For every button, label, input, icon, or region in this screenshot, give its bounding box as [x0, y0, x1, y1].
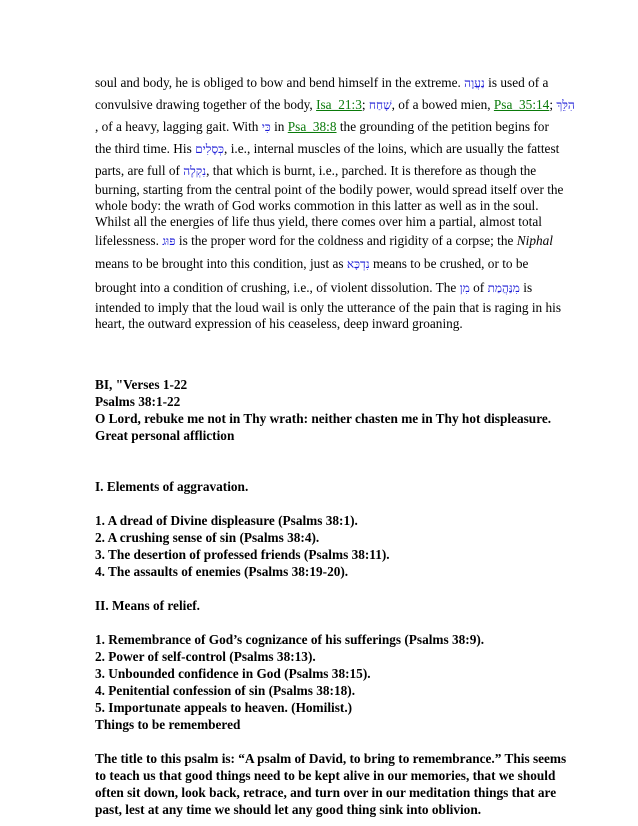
section-heading: BI, "Verses 1-22: [95, 377, 188, 392]
list-item: 3. The desertion of professed friends (Psalms 38:11).: [95, 547, 390, 562]
outline-list: [95, 631, 555, 716]
commentary-line: brought into a condition of crushing, i.e., of violent dissolution. The מִן of מִנַּהֲמַת is: [95, 280, 533, 295]
commentary-line: the third time. His כְּסָלִים, i.e., internal muscles of the loins, which are usually the fattest: [95, 141, 560, 156]
scripture-link[interactable]: Psa_35:14: [493, 97, 550, 112]
list-item: 4. The assaults of enemies (Psalms 38:19-20).: [95, 564, 349, 579]
commentary-line: convulsive drawing together of the body, Isa_21:3; שָׁחַח, of a bowed mien, Psa_35:14; הִלֵּךְ: [95, 97, 575, 112]
commentary-paragraph: [95, 72, 575, 332]
list-item: 1. Remembrance of God’s cognizance of his sufferings (Psalms 38:9).: [95, 632, 485, 647]
commentary-line: , of a heavy, lagging gait. With כִּי in Psa_38:8 the grounding of the petition begins for: [95, 119, 549, 134]
list-item: 3. Unbounded confidence in God (Psalms 38:15).: [95, 666, 371, 681]
hebrew-word: פּוּג: [162, 234, 176, 248]
hebrew-word: הִלֵּךְ: [556, 98, 575, 112]
hebrew-word: נַעֲוָה: [464, 76, 485, 90]
scripture-link[interactable]: Isa_21:3: [316, 97, 362, 112]
paragraph-line: to teach us that good things need to be kept alive in our memories, that we should: [95, 768, 556, 783]
commentary-line: lifelessness. פּוּג is the proper word for the coldness and rigidity of a corpse; the Niphal: [95, 233, 553, 248]
commentary-line: parts, are full of נִקְלֶה, that which is burnt, i.e., parched. It is therefore as though the: [95, 163, 537, 178]
verse-quote: O Lord, rebuke me not in Thy wrath: neither chasten me in Thy hot displeasure.: [95, 411, 552, 426]
hebrew-word: כִּי: [261, 120, 271, 134]
outline-heading: I. Elements of aggravation.: [95, 479, 249, 494]
sermon-title: Great personal affliction: [95, 428, 235, 443]
hebrew-word: מִנַּהֲמַת: [487, 281, 520, 295]
commentary-line: intended to imply that the loud wail is only the utterance of the pain that is raging in his: [95, 300, 562, 315]
paragraph-line: past, lest at any time we should let any good thing sink into oblivion.: [95, 802, 482, 817]
commentary-line: heart, the outward expression of his ceaseless, deep inward groaning.: [95, 316, 463, 331]
hebrew-word: נִדְכָּא: [346, 257, 370, 271]
list-item: 2. A crushing sense of sin (Psalms 38:4).: [95, 530, 320, 545]
commentary-line: Whilst all the energies of life thus yield, there comes over him a partial, almost total: [95, 214, 542, 229]
list-item: 5. Importunate appeals to heaven. (Homilist.): [95, 700, 353, 715]
hebrew-word: שָׁחַח: [368, 98, 392, 112]
hebrew-word: נִקְלֶה: [183, 164, 207, 178]
sermon-title: Things to be remembered: [95, 717, 241, 732]
scripture-link[interactable]: Psa_38:8: [287, 119, 337, 134]
commentary-line: burning, starting from the central point of the bodily power, would spread itself over the: [95, 182, 564, 197]
hebrew-word: מִן: [459, 281, 470, 295]
scripture-heading: Psalms 38:1-22: [95, 394, 181, 409]
paragraph-line: often sit down, look back, retrace, and turn over in our meditation things that are: [95, 785, 557, 800]
document-page: [95, 72, 575, 818]
outline-list: [95, 512, 555, 580]
list-item: 2. Power of self-control (Psalms 38:13).: [95, 649, 316, 664]
list-item: 1. A dread of Divine displeasure (Psalms 38:1).: [95, 513, 358, 528]
outline-heading: II. Means of relief.: [95, 598, 200, 613]
paragraph-line: The title to this psalm is: “A psalm of David, to bring to remembrance.” This seems: [95, 751, 567, 766]
commentary-line: means to be brought into this condition, just as נִדְכָּא means to be crushed, or to be: [95, 256, 529, 271]
commentary-line: soul and body, he is obliged to bow and bend himself in the extreme. נַעֲוָה is used of a: [95, 75, 549, 90]
outline-section: [95, 376, 567, 818]
hebrew-word: כְּסָלִים: [195, 142, 225, 156]
commentary-line: whole body: the wrath of God works commotion in this latter as well as in the soul.: [95, 198, 539, 213]
closing-paragraph: [95, 750, 567, 818]
list-item: 4. Penitential confession of sin (Psalms 38:18).: [95, 683, 356, 698]
